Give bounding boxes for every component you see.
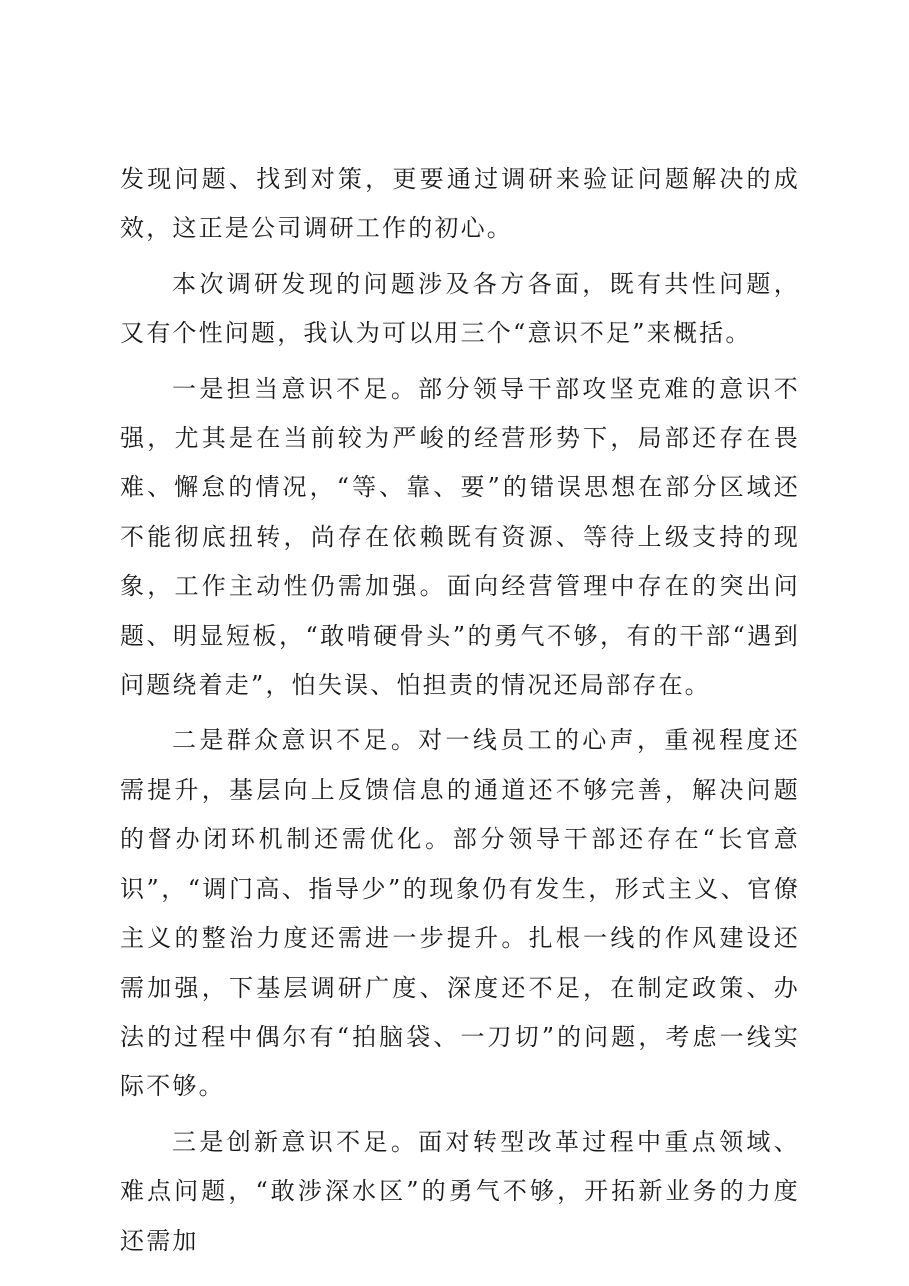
paragraph-summary: 本次调研发现的问题涉及各方各面，既有共性问题，又有个性问题，我认为可以用三个“意识不足”来概括。 <box>120 269 800 348</box>
paragraph-continuation: 发现问题、找到对策，更要通过调研来验证问题解决的成效，这正是公司调研工作的初心。 <box>120 165 800 243</box>
paragraph-innovation: 三是创新意识不足。面对转型改革过程中重点领域、难点问题，“敢涉深水区”的勇气不够，开拓新业务的力度还需加 <box>120 1127 800 1255</box>
paragraph-responsibility: 一是担当意识不足。部分领导干部攻坚克难的意识不强，尤其是在当前较为严峻的经营形势下，局部还存在畏难、懈怠的情况，“等、靠、要”的错误思想在部分区域还不能彻底扭转，尚存在依赖既有资源、等待上级支持的现象，工作主动性仍需加强。面向经营管理中存在的突出问题、明显短板，“敢啃硬骨头”的勇气不够，有的干部“遇到问题绕着走”，怕失误、怕担责的情况还局部存在。 <box>120 374 800 700</box>
paragraph-mass-awareness: 二是群众意识不足。对一线员工的心声，重视程度还需提升，基层向上反馈信息的通道还不够完善，解决问题的督办闭环机制还需优化。部分领导干部还存在“长官意识”，“调门高、指导少”的现象仍有发生，形式主义、官僚主义的整治力度还需进一步提升。扎根一线的作风建设还需加强，下基层调研广度、深度还不足，在制定政策、办法的过程中偶尔有“拍脑袋、一刀切”的问题，考虑一线实际不够。 <box>120 726 800 1101</box>
document-body <box>120 155 800 1272</box>
